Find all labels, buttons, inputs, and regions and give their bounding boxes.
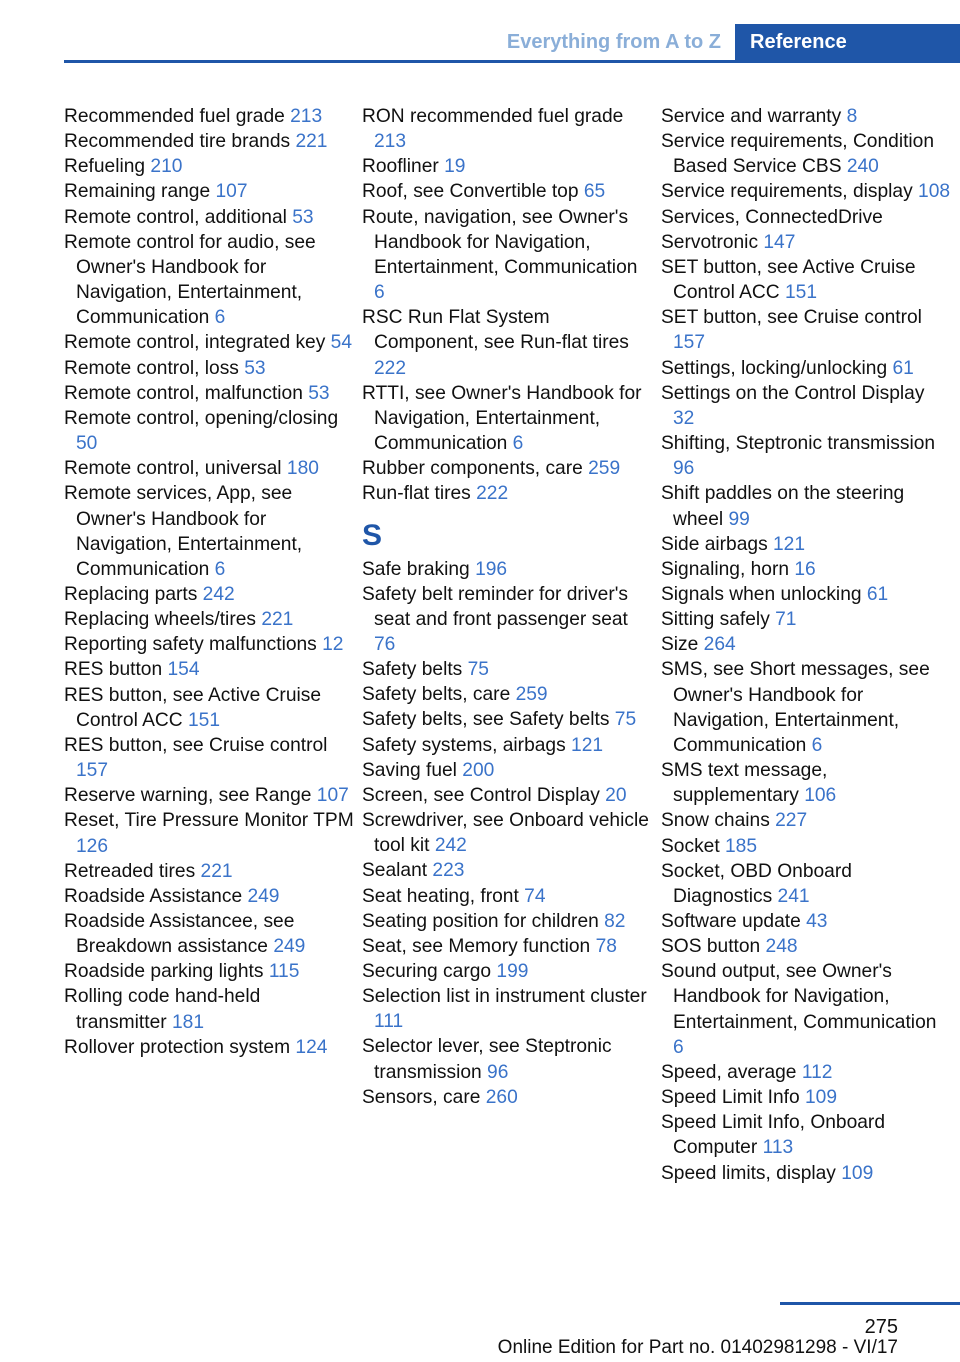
index-entry xyxy=(661,1161,951,1186)
page-link[interactable]: 112 xyxy=(801,1061,833,1083)
index-entry xyxy=(661,959,951,1060)
entry-term: Route, navigation, see Owner's Handbook for Navigation, Entertainment, Communication xyxy=(362,206,638,278)
entry-term: Reporting safety malfunctions xyxy=(64,634,317,656)
page-link[interactable]: 78 xyxy=(595,935,617,957)
entry-term: Signals when unlocking xyxy=(661,583,862,605)
index-entry xyxy=(64,657,354,682)
entry-term: Seating position for children xyxy=(362,910,599,932)
index-entry xyxy=(64,330,354,355)
index-entry xyxy=(661,607,951,632)
entry-term: Remote control, loss xyxy=(64,357,239,379)
index-entry xyxy=(362,557,652,582)
page-link[interactable]: 75 xyxy=(467,659,489,681)
entry-term: RTTI, see Owner's Handbook for Navigation, Entertainment, Communication xyxy=(362,382,642,455)
page-link[interactable]: 157 xyxy=(673,332,706,354)
page-link[interactable]: 223 xyxy=(432,860,465,882)
entry-term: RES button, see Cruise control xyxy=(64,734,328,756)
index-entry xyxy=(661,557,951,582)
index-entry xyxy=(661,205,951,230)
page-link[interactable]: 210 xyxy=(150,156,183,178)
entry-term: Roadside Assistance xyxy=(64,885,243,907)
entry-term: Services, ConnectedDrive xyxy=(661,206,883,228)
page-link[interactable]: 75 xyxy=(614,709,637,731)
entry-term: Roofliner xyxy=(362,156,439,178)
index-entry xyxy=(64,733,354,783)
entry-term: Replacing parts xyxy=(64,583,198,605)
index-entry xyxy=(362,582,652,657)
page-link[interactable]: 249 xyxy=(273,936,306,958)
entry-term: Settings on the Control Display xyxy=(661,382,925,404)
page-link[interactable]: 185 xyxy=(725,835,758,857)
entry-term: Selector lever, see Steptronic transmission xyxy=(362,1036,612,1083)
header-rule xyxy=(64,60,960,63)
entry-term: Selection list in instrument cluster xyxy=(362,986,647,1008)
entry-term: Rolling code hand-held transmitter xyxy=(64,986,261,1033)
index-entry xyxy=(64,356,354,381)
page-link[interactable]: 54 xyxy=(330,332,352,354)
index-entry xyxy=(362,381,652,456)
page-link[interactable]: 32 xyxy=(673,407,695,429)
index-entry xyxy=(661,431,951,481)
page-link[interactable]: 106 xyxy=(804,785,837,807)
page-link[interactable]: 109 xyxy=(805,1087,838,1109)
entry-term: Safety belts, care xyxy=(362,684,511,706)
index-entry xyxy=(661,632,951,657)
page-link[interactable]: 260 xyxy=(485,1086,518,1108)
page-link[interactable]: 222 xyxy=(374,357,407,379)
entry-term: RSC Run Flat System Component, see Run-flat tires xyxy=(362,307,629,354)
footer-rule xyxy=(780,1302,960,1305)
index-entry xyxy=(362,707,652,732)
index-entry xyxy=(362,909,652,934)
entry-term: Recommended tire brands xyxy=(64,131,291,153)
page-link[interactable]: 154 xyxy=(167,659,200,681)
page-link[interactable]: 259 xyxy=(515,684,548,706)
page-link[interactable]: 99 xyxy=(728,508,750,530)
index-entry xyxy=(64,104,354,129)
index-entry xyxy=(362,783,652,808)
index-entry xyxy=(661,481,951,531)
entry-term: Snow chains xyxy=(661,810,770,832)
entry-term: Speed Limit Info xyxy=(661,1087,800,1109)
index-entry xyxy=(64,632,354,657)
entry-term: RES button, see Active Cruise Control ACC xyxy=(64,684,322,731)
index-entry xyxy=(64,959,354,984)
page-link[interactable]: 264 xyxy=(703,634,736,656)
index-entry xyxy=(64,808,354,858)
index-entry xyxy=(64,406,354,456)
entry-term: RON recommended fuel grade xyxy=(362,106,624,127)
entry-term: Reserve warning, see Range xyxy=(64,785,312,807)
page-link[interactable]: 200 xyxy=(462,759,495,781)
entry-term: RES button xyxy=(64,659,163,681)
entry-term: Reset, Tire Pressure Monitor TPM xyxy=(64,810,354,832)
index-entry xyxy=(362,657,652,682)
entry-term: SMS text message, supplementary xyxy=(661,760,828,807)
page-link[interactable]: 19 xyxy=(444,156,466,178)
page-number: 275 xyxy=(864,1316,898,1338)
page-link[interactable]: 151 xyxy=(187,709,220,731)
index-entry xyxy=(64,909,354,959)
page-link[interactable]: 180 xyxy=(286,458,319,480)
reference-tab: Reference xyxy=(735,24,960,60)
entry-term: Sensors, care xyxy=(362,1086,481,1108)
entry-term: Service requirements, display xyxy=(661,181,913,203)
entry-term: Seat, see Memory function xyxy=(362,935,591,957)
page-link[interactable]: 157 xyxy=(76,760,109,782)
index-entry xyxy=(661,859,951,909)
page-link[interactable]: 61 xyxy=(866,583,889,605)
section-title: Everything from A to Z xyxy=(490,24,735,60)
index-entry xyxy=(362,884,652,909)
entry-term: Side airbags xyxy=(661,533,768,555)
index-entry xyxy=(362,733,652,758)
index-entry xyxy=(661,179,951,204)
page-link[interactable]: 213 xyxy=(290,106,323,127)
page-link[interactable]: 65 xyxy=(583,181,606,203)
page-link[interactable]: 111 xyxy=(374,1011,404,1033)
index-entry xyxy=(661,1060,951,1085)
page-link[interactable]: 43 xyxy=(806,911,828,932)
index-entry xyxy=(362,1034,652,1084)
page-link[interactable]: 61 xyxy=(892,357,914,379)
index-entry xyxy=(362,104,652,154)
page-link[interactable]: 107 xyxy=(215,181,248,203)
page-link[interactable]: 50 xyxy=(76,433,98,455)
entry-term: Shifting, Steptronic transmission xyxy=(661,433,936,455)
entry-term: Sealant xyxy=(362,860,428,882)
page-link[interactable]: 227 xyxy=(775,810,808,832)
index-entry xyxy=(64,607,354,632)
index-entry xyxy=(661,129,951,179)
index-entry xyxy=(661,657,951,758)
entry-term: Replacing wheels/tires xyxy=(64,609,256,631)
page-link[interactable]: 71 xyxy=(775,609,797,631)
index-entry xyxy=(661,255,951,305)
index-column-2 xyxy=(362,104,652,1110)
page-link[interactable]: 76 xyxy=(374,633,396,655)
index-entry xyxy=(64,683,354,733)
entry-term: Remote control, universal xyxy=(64,458,282,480)
index-entry xyxy=(661,808,951,833)
page-link[interactable]: 20 xyxy=(605,784,627,806)
index-entry xyxy=(64,129,354,154)
entry-term: Service and warranty xyxy=(661,106,842,127)
index-entry xyxy=(64,1035,354,1060)
entry-term: Securing cargo xyxy=(362,961,492,982)
index-entry xyxy=(661,1085,951,1110)
page-link[interactable]: 96 xyxy=(673,458,695,480)
page-link[interactable]: 6 xyxy=(673,1036,684,1058)
page-link[interactable]: 82 xyxy=(604,910,626,932)
index-entry xyxy=(661,934,951,959)
index-entry xyxy=(362,205,652,306)
page-link[interactable]: 6 xyxy=(214,307,226,329)
index-entry xyxy=(362,934,652,959)
entry-term: Remote control, integrated key xyxy=(64,332,326,354)
index-entry xyxy=(64,205,354,230)
page-link[interactable]: 109 xyxy=(841,1162,874,1184)
entry-term: Remote control, malfunction xyxy=(64,382,303,404)
index-entry xyxy=(661,909,951,934)
page-link[interactable]: 259 xyxy=(588,458,621,480)
page-link[interactable]: 108 xyxy=(918,181,951,203)
page-link[interactable]: 6 xyxy=(374,282,385,304)
index-entry xyxy=(362,154,652,179)
page-link[interactable]: 113 xyxy=(762,1137,794,1159)
page-link[interactable]: 12 xyxy=(322,634,344,656)
entry-term: Speed limits, display xyxy=(661,1162,836,1184)
page-link[interactable]: 126 xyxy=(76,835,109,857)
index-entry xyxy=(64,230,354,331)
entry-term: Roadside parking lights xyxy=(64,961,264,983)
index-entry xyxy=(661,305,951,355)
entry-term: Remaining range xyxy=(64,181,211,203)
page-link[interactable]: 6 xyxy=(214,558,226,580)
entry-term: Safe braking xyxy=(362,558,470,580)
page-link[interactable]: 74 xyxy=(524,885,546,907)
entry-term: Screen, see Control Display xyxy=(362,784,600,806)
index-entry xyxy=(661,1110,951,1160)
index-entry xyxy=(362,959,652,984)
page-link[interactable]: 53 xyxy=(292,206,314,228)
entry-term: Socket xyxy=(661,835,720,857)
page-link[interactable]: 8 xyxy=(846,106,858,127)
page-link[interactable]: 124 xyxy=(295,1036,328,1058)
entry-term: Remote control for audio, see Owner's Handbook for Navigation, Entertainment, Communication xyxy=(64,231,316,329)
index-entry xyxy=(362,456,652,481)
page-link[interactable]: 242 xyxy=(434,835,467,857)
section-letter: S xyxy=(362,518,383,552)
page-link[interactable]: 107 xyxy=(316,785,349,807)
index-entry xyxy=(362,758,652,783)
entry-term: Signaling, horn xyxy=(661,558,790,580)
entry-term: Run-flat tires xyxy=(362,483,471,505)
index-column-3 xyxy=(661,104,951,1186)
index-entry xyxy=(661,104,951,129)
page-link[interactable]: 241 xyxy=(777,885,810,907)
page-link[interactable]: 121 xyxy=(773,533,806,555)
entry-term: Software update xyxy=(661,911,801,932)
entry-term: Settings, locking/unlocking xyxy=(661,357,888,379)
page-link[interactable]: 96 xyxy=(487,1061,509,1083)
index-entry xyxy=(64,179,354,204)
index-entry xyxy=(64,884,354,909)
index-entry xyxy=(362,682,652,707)
entry-term: SET button, see Active Cruise Control ACC xyxy=(661,256,916,304)
page-link[interactable]: 249 xyxy=(247,885,280,907)
entry-term: Roadside Assistancee, see Breakdown assistance xyxy=(64,911,295,958)
entry-term: SMS, see Short messages, see Owner's Handbook for Navigation, Entertainment, Communication xyxy=(661,659,930,756)
entry-term: Safety systems, airbags xyxy=(362,734,566,756)
index-entry xyxy=(661,834,951,859)
entry-term: Recommended fuel grade xyxy=(64,106,285,127)
page-link[interactable]: 6 xyxy=(811,734,823,756)
index-entry xyxy=(64,381,354,406)
entry-term: Safety belts, see Safety belts xyxy=(362,709,610,731)
entry-term: Size xyxy=(661,634,699,656)
page-link[interactable]: 221 xyxy=(295,131,328,153)
entry-term: SOS button xyxy=(661,936,761,958)
entry-term: Rubber components, care xyxy=(362,458,583,480)
index-entry xyxy=(362,481,652,506)
page-link[interactable]: 121 xyxy=(571,734,604,756)
entry-term: Remote control, opening/closing xyxy=(64,407,339,429)
entry-term: Sitting safely xyxy=(661,609,770,631)
index-entry xyxy=(362,808,652,858)
page-link[interactable]: 6 xyxy=(512,433,524,455)
index-column-1 xyxy=(64,104,354,1060)
page-link[interactable]: 242 xyxy=(202,583,235,605)
page-link[interactable]: 53 xyxy=(308,382,330,404)
index-entry xyxy=(362,858,652,883)
index-entry xyxy=(661,582,951,607)
page-link[interactable]: 53 xyxy=(244,357,266,379)
edition-note: Online Edition for Part no. 01402981298 - VI/17 xyxy=(497,1337,898,1358)
entry-term: Rollover protection system xyxy=(64,1036,291,1058)
page-link[interactable]: 248 xyxy=(765,936,798,958)
page-link[interactable]: 196 xyxy=(475,558,508,580)
entry-term: Refueling xyxy=(64,156,146,178)
index-entry xyxy=(64,984,354,1034)
page-link[interactable]: 221 xyxy=(200,860,233,882)
index-entry xyxy=(661,230,951,255)
entry-term: Safety belt reminder for driver's seat and front passenger seat xyxy=(362,583,628,630)
index-entry xyxy=(64,456,354,481)
entry-term: Seat heating, front xyxy=(362,885,519,907)
entry-term: SET button, see Cruise control xyxy=(661,307,922,329)
entry-term: Shift paddles on the steering wheel xyxy=(661,483,905,530)
page-link[interactable]: 222 xyxy=(476,483,509,505)
entry-term: Remote control, additional xyxy=(64,206,287,228)
entry-term: Safety belts xyxy=(362,659,463,681)
page-link[interactable]: 147 xyxy=(763,231,796,253)
entry-term: Speed Limit Info, Onboard Computer xyxy=(661,1112,885,1159)
entry-term: Retreaded tires xyxy=(64,860,196,882)
index-entry xyxy=(64,859,354,884)
index-entry xyxy=(661,532,951,557)
page-header xyxy=(490,24,960,62)
index-entry xyxy=(661,381,951,431)
page-link[interactable]: 221 xyxy=(261,609,294,631)
entry-term: Roof, see Convertible top xyxy=(362,181,579,203)
entry-term: Speed, average xyxy=(661,1061,797,1083)
entry-term: Saving fuel xyxy=(362,759,457,781)
entry-term: Socket, OBD Onboard Diagnostics xyxy=(661,860,852,907)
entry-term: Sound output, see Owner's Handbook for Navigation, Entertainment, Communication xyxy=(661,961,937,1033)
index-entry xyxy=(362,305,652,380)
page-link[interactable]: 181 xyxy=(171,1011,204,1033)
index-entry xyxy=(362,1085,652,1110)
entry-term: Service requirements, Condition Based Service CBS xyxy=(661,131,935,178)
index-entry xyxy=(362,984,652,1034)
page-link[interactable]: 151 xyxy=(784,282,817,304)
index-entry xyxy=(362,179,652,204)
page-link[interactable]: 199 xyxy=(496,961,529,982)
index-entry xyxy=(64,481,354,582)
page-link[interactable]: 213 xyxy=(374,131,407,153)
page-link[interactable]: 16 xyxy=(794,558,816,580)
page-link[interactable]: 115 xyxy=(268,961,300,983)
entry-term: Remote services, App, see Owner's Handbook for Navigation, Entertainment, Communication xyxy=(64,483,303,580)
page-link[interactable]: 240 xyxy=(846,156,879,178)
index-entry xyxy=(661,758,951,808)
index-entry xyxy=(64,154,354,179)
entry-term: Servotronic xyxy=(661,231,759,253)
index-entry xyxy=(64,783,354,808)
index-entry xyxy=(64,582,354,607)
index-entry xyxy=(661,356,951,381)
entry-term: Screwdriver, see Onboard vehicle tool kit xyxy=(362,810,649,857)
